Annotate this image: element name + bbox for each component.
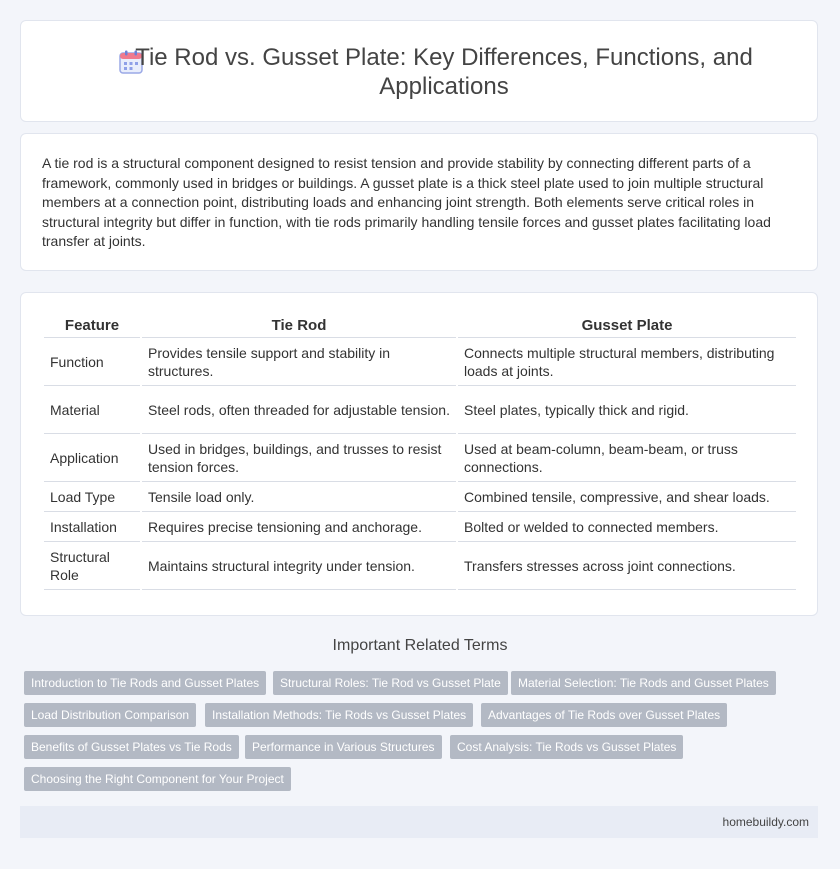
table-row — [44, 338, 796, 386]
related-term-link[interactable]: Cost Analysis: Tie Rods vs Gusset Plates — [450, 735, 683, 759]
intro-paragraph: A tie rod is a structural component designed to resist tension and provide stability by connecting different parts of a framework, commonly used in bridges or buildings. A gusset plate is a thick steel plate used to join multiple structural members at a connection point, distributing loads and enhancing joint strength. Both elements serve critical roles in structural integrity but differ in function, with tie rods primarily handling tensile forces and gusset plates facilitating load transfer at joints. — [42, 155, 771, 249]
row-feature: Installation — [44, 512, 140, 542]
related-terms-heading: Important Related Terms — [332, 637, 508, 654]
related-term-link[interactable]: Choosing the Right Component for Your Project — [24, 767, 291, 791]
related-term-link[interactable]: Performance in Various Structures — [245, 735, 442, 759]
row-gusset-plate: Bolted or welded to connected members. — [458, 512, 796, 542]
related-term-link[interactable]: Material Selection: Tie Rods and Gusset Plates — [511, 671, 776, 695]
row-tie-rod: Tensile load only. — [142, 482, 456, 512]
row-tie-rod: Used in bridges, buildings, and trusses to resist tension forces. — [142, 434, 456, 482]
related-term-link[interactable]: Benefits of Gusset Plates vs Tie Rods — [24, 735, 239, 759]
row-feature: Material — [44, 386, 140, 434]
related-term-link[interactable]: Advantages of Tie Rods over Gusset Plates — [481, 703, 727, 727]
footer-site-name: homebuildy.com — [722, 815, 809, 829]
row-tie-rod: Provides tensile support and stability in structures. — [142, 338, 456, 386]
row-gusset-plate: Connects multiple structural members, distributing loads at joints. — [458, 338, 796, 386]
table-header-row — [44, 313, 796, 338]
table-row — [44, 482, 796, 512]
row-tie-rod: Requires precise tensioning and anchorage. — [142, 512, 456, 542]
header-feature: Feature — [44, 313, 140, 338]
row-gusset-plate: Transfers stresses across joint connections. — [458, 542, 796, 590]
row-gusset-plate: Combined tensile, compressive, and shear loads. — [458, 482, 796, 512]
footer — [20, 806, 818, 838]
title-card — [20, 20, 818, 122]
row-feature: Load Type — [44, 482, 140, 512]
row-feature: Structural Role — [44, 542, 140, 590]
header-tie-rod: Tie Rod — [142, 313, 456, 338]
row-feature: Application — [44, 434, 140, 482]
page-title: Tie Rod vs. Gusset Plate: Key Differences, Functions, and Applications — [135, 44, 753, 100]
comparison-table-card — [20, 292, 818, 616]
row-gusset-plate: Steel plates, typically thick and rigid. — [458, 386, 796, 434]
related-term-link[interactable]: Installation Methods: Tie Rods vs Gusset Plates — [205, 703, 473, 727]
intro-card — [20, 133, 818, 271]
row-tie-rod: Maintains structural integrity under tension. — [142, 542, 456, 590]
table-row — [44, 386, 796, 434]
table-row — [44, 542, 796, 590]
table-row — [44, 434, 796, 482]
table-row — [44, 512, 796, 542]
related-term-link[interactable]: Structural Roles: Tie Rod vs Gusset Plate — [273, 671, 508, 695]
row-feature: Function — [44, 338, 140, 386]
related-term-link[interactable]: Load Distribution Comparison — [24, 703, 196, 727]
row-gusset-plate: Used at beam-column, beam-beam, or truss connections. — [458, 434, 796, 482]
related-term-link[interactable]: Introduction to Tie Rods and Gusset Plates — [24, 671, 266, 695]
comparison-table — [42, 313, 798, 590]
row-tie-rod: Steel rods, often threaded for adjustable tension. — [142, 386, 456, 434]
header-gusset-plate: Gusset Plate — [458, 313, 796, 338]
